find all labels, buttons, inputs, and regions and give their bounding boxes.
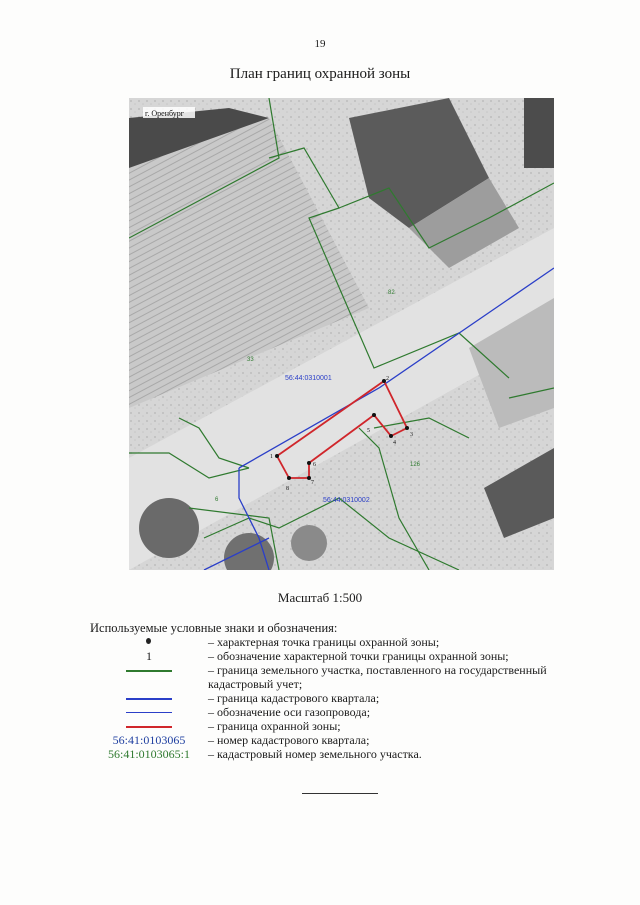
legend — [90, 635, 610, 761]
end-rule — [302, 793, 378, 794]
legend-heading: Используемые условные знаки и обозначения: — [90, 621, 338, 635]
tree — [291, 525, 327, 561]
zone-point-marker — [372, 413, 376, 417]
legend-item — [90, 705, 610, 719]
legend-item — [90, 733, 610, 747]
legend-item — [90, 747, 610, 761]
quarter-label-1: 56:44:0310001 — [285, 375, 332, 382]
zone-point-label: 6 — [313, 462, 316, 468]
legend-item — [90, 635, 610, 649]
red-line-icon — [126, 726, 172, 728]
parcel-label: 33 — [247, 357, 254, 363]
page-title: План границ охранной зоны — [229, 66, 411, 82]
legend-item — [90, 677, 610, 691]
legend-desc: – характерная точка границы охранной зоны; — [208, 635, 440, 649]
legend-desc: – номер кадастрового квартала; — [208, 733, 370, 747]
legend-desc: – обозначение характерной точки границы охранной зоны; — [208, 649, 509, 663]
building-dark — [524, 98, 554, 168]
zone-point-marker — [307, 461, 311, 465]
tree — [139, 498, 199, 558]
zone-point-label: 2 — [386, 376, 389, 382]
legend-item — [90, 649, 610, 663]
parcel-label: 82 — [388, 290, 395, 296]
zone-point-marker — [275, 454, 279, 458]
zone-point-label: 5 — [367, 428, 370, 434]
legend-item — [90, 663, 610, 677]
zone-point-marker — [389, 434, 393, 438]
legend-desc: – кадастровый номер земельного участка. — [208, 747, 422, 761]
blue-line-icon — [126, 698, 172, 700]
zone-point-marker — [405, 426, 409, 430]
zone-point-label: 3 — [410, 432, 413, 438]
legend-item — [90, 691, 610, 705]
zone-point-label: 8 — [286, 486, 289, 492]
blue-thin-line-icon — [126, 712, 172, 713]
legend-symbol-text: 1 — [146, 649, 152, 663]
legend-symbol-text: 56:41:0103065:1 — [107, 747, 190, 761]
zone-point-label: 1 — [270, 454, 273, 460]
zone-point-label: 4 — [393, 440, 396, 446]
quarter-label-2: 56:44:0310002 — [323, 497, 370, 504]
green-line-icon — [126, 670, 172, 672]
legend-symbol-text: 56:41:0103065 — [112, 733, 186, 747]
zone-point-label: 7 — [311, 480, 314, 486]
legend-desc: – граница кадастрового квартала; — [208, 691, 380, 705]
parcel-label: 6 — [215, 497, 219, 503]
city-label: г. Оренбург — [145, 109, 185, 118]
map-scale: Масштаб 1:500 — [277, 590, 363, 605]
legend-desc: – обозначение оси газопровода; — [208, 705, 371, 719]
legend-item — [90, 719, 610, 733]
zone-point-marker — [287, 476, 291, 480]
page-number: 19 — [314, 38, 326, 50]
legend-desc: кадастровый учет; — [208, 677, 303, 691]
legend-desc: – граница земельного участка, поставленного на государственный — [208, 663, 547, 677]
point-dot-icon — [146, 638, 151, 644]
aerial-map — [129, 98, 554, 570]
legend-desc: – граница охранной зоны; — [208, 719, 341, 733]
parcel-label: 126 — [410, 462, 421, 468]
